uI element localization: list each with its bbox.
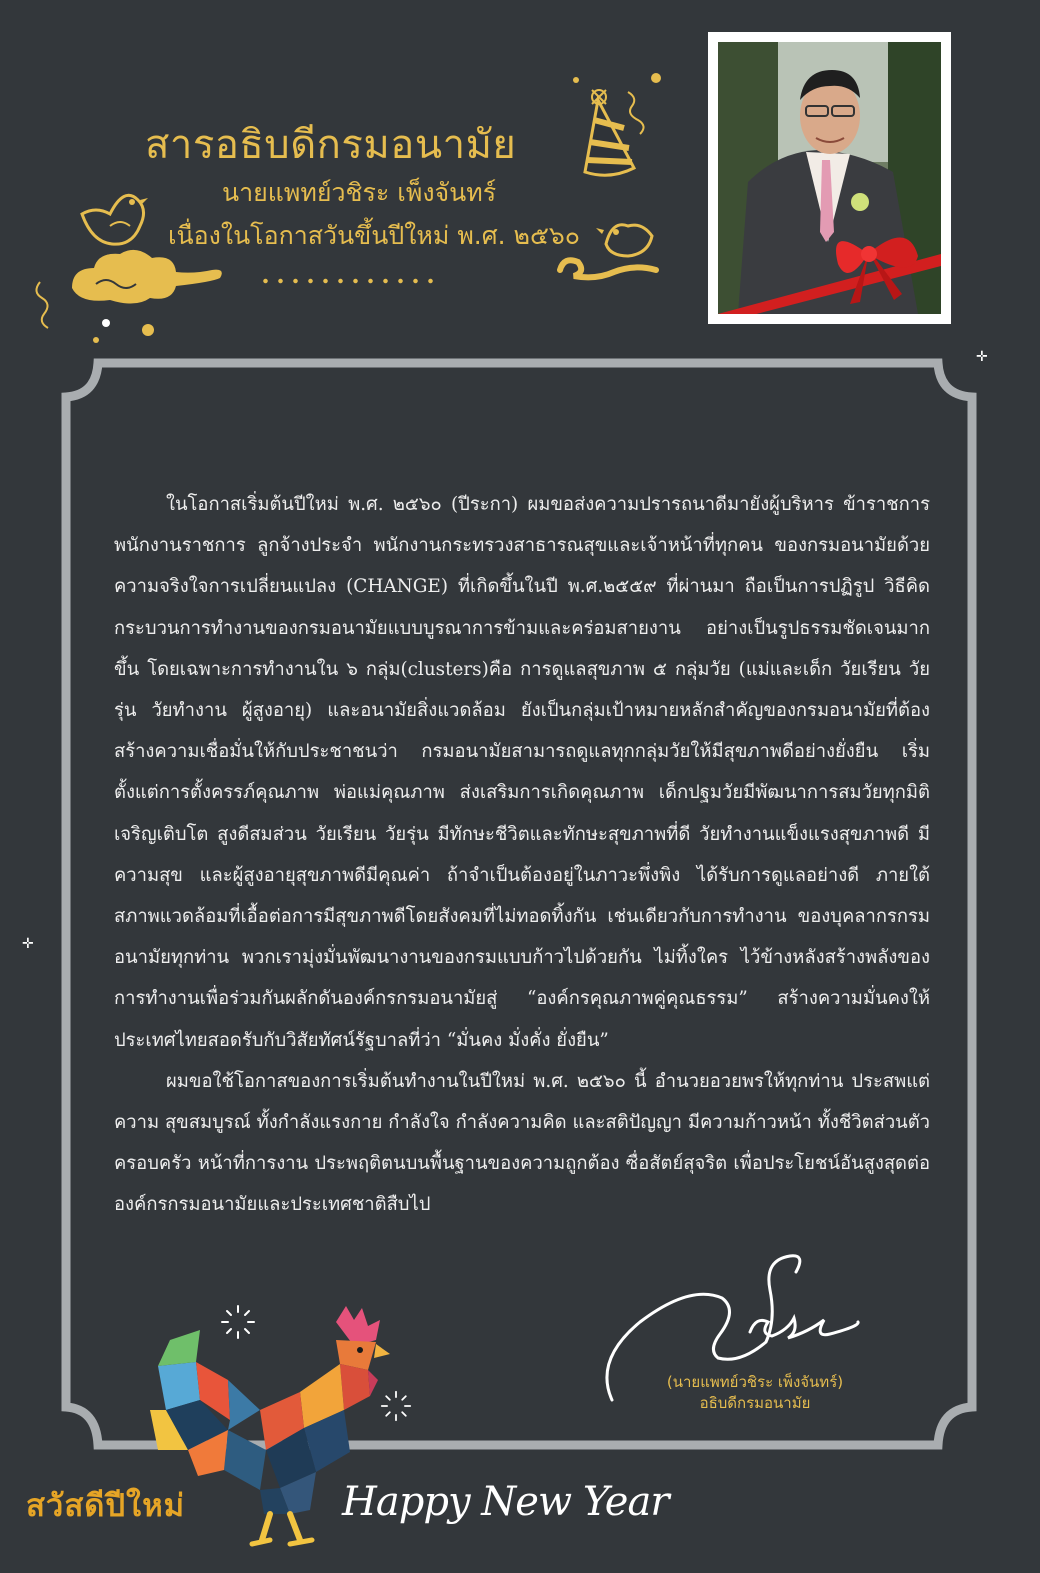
signature-name: (นายแพทย์วชิระ เพ็งจันทร์) — [666, 1373, 844, 1391]
occasion-heading: เนื่องในโอกาสวันขึ้นปีใหม่ พ.ศ. ๒๕๖๐ — [168, 221, 581, 250]
sparkle-icon: ✛ — [976, 349, 988, 365]
dotted-divider — [258, 278, 438, 284]
letter-body — [114, 484, 930, 1226]
letter-title: สารอธิบดีกรมอนามัย — [145, 122, 517, 168]
english-new-year-greeting: Happy New Year — [342, 1479, 669, 1525]
party-hat-icon — [585, 90, 634, 175]
portrait-photo — [718, 42, 941, 314]
portrait-photo-frame — [708, 32, 951, 324]
letter-paragraph: ในโอกาสเริ่มต้นปีใหม่ พ.ศ. ๒๕๖๐ (ปีระกา) ผมขอส่งความปรารถนาดีมายังผู้บริหาร ข้าราชการ พนักงานราชการ ลูกจ้างประจำ พนักงานกระทรวงสาธารณสุขและเจ้าหน้าที่ทุกคน ของกรมอนามัยด้วยความจริงใจการเปลี่ยนแปลง (CHANGE) ที่เกิดขึ้นในปี พ.ศ.๒๕๕๙ ที่ผ่านมา ถือเป็นการปฏิรูป วิธีคิดกระบวนการทำงานของกรมอนามัยแบบบูรณาการข้ามและคร่อมสายงาน อย่างเป็นรูปธรรมชัดเจนมากขึ้น โดยเฉพาะการทำงานใน ๖ กลุ่ม(clusters)คือ การดูแลสุขภาพ ๕ กลุ่มวัย (แม่และเด็ก วัยเรียน วัยรุ่น วัยทำงาน ผู้สูงอายุ) และอนามัยสิ่งแวดล้อม ยังเป็นกลุ่มเป้าหมายหลักสำคัญของกรมอนามัยที่ต้องสร้างความเชื่อมั่นให้กับประชาชนว่า กรมอนามัยสามารถดูแลทุกกลุ่มวัยให้มีสุขภาพดีอย่างยั่งยืน เริ่มตั้งแต่การตั้งครรภ์คุณภาพ พ่อแม่คุณภาพ ส่งเสริมการเกิดคุณภาพ เด็กปฐมวัยมีพัฒนาการสมวัยทุกมิติ เจริญเติบโต สูงดีสมส่วน วัยเรียน วัยรุ่น มีทักษะชีวิตและทักษะสุขภาพที่ดี วัยทำงานแข็งแรงสุขภาพดี มีความสุข และผู้สูงอายุสุขภาพดีมีคุณค่า ถ้าจำเป็นต้องอยู่ในภาวะพึ่งพิง ได้รับการดูแลอย่างดี ภายใต้สภาพแวดล้อมที่เอื้อต่อการมีสุขภาพดีโดยสังคมที่ไม่ทอดทิ้งกัน เช่นเดียวกับการทำงาน ของบุคลากรกรมอนามัยทุกท่าน พวกเรามุ่งมั่นพัฒนางานของกรมแบบก้าวไปด้วยกัน ไม่ทิ้งใคร ไว้ข้างหลังสร้างพลังของการทำงานเพื่อร่วมกันผลักดันองค์กรกรมอนามัยสู่ “องค์กรคุณภาพคู่คุณธรรม” สร้างความมั่นคงให้ประเทศไทยสอดรับกับวิสัยทัศน์รัฐบาลที่ว่า “มั่นคง มั่งคั่ง ยั่งยืน” — [114, 494, 930, 1051]
sparkle-burst-icon — [220, 1304, 256, 1340]
signature-position: อธิบดีกรมอนามัย — [699, 1394, 811, 1412]
sparkle-icon: ✛ — [22, 936, 34, 952]
thai-new-year-greeting: สวัสดีปีใหม่ — [26, 1488, 186, 1524]
header-decoration — [0, 0, 700, 350]
sparkle-burst-icon — [380, 1390, 412, 1422]
author-name-heading: นายแพทย์วชิระ เพ็งจันทร์ — [222, 178, 497, 207]
letter-paragraph: ผมขอใช้โอกาสของการเริ่มต้นทำงานในปีใหม่ พ.ศ. ๒๕๖๐ นี้ อำนวยอวยพรให้ทุกท่าน ประสพแต่ความ สุขสมบูรณ์ ทั้งกำลังแรงกาย กำลังใจ กำลังความคิด และสติปัญญา มีความก้าวหน้า ทั้งชีวิตส่วนตัว ครอบครัว หน้าที่การงาน ประพฤติตนบนพื้นฐานของความถูกต้อง ซื่อสัตย์สุจริต เพื่อประโยชน์อันสูงสุดต่อองค์กรกรมอนามัยและประเทศชาติสืบไป — [114, 1070, 930, 1216]
cloud-icon — [72, 250, 222, 304]
chick-left-icon — [82, 195, 148, 244]
